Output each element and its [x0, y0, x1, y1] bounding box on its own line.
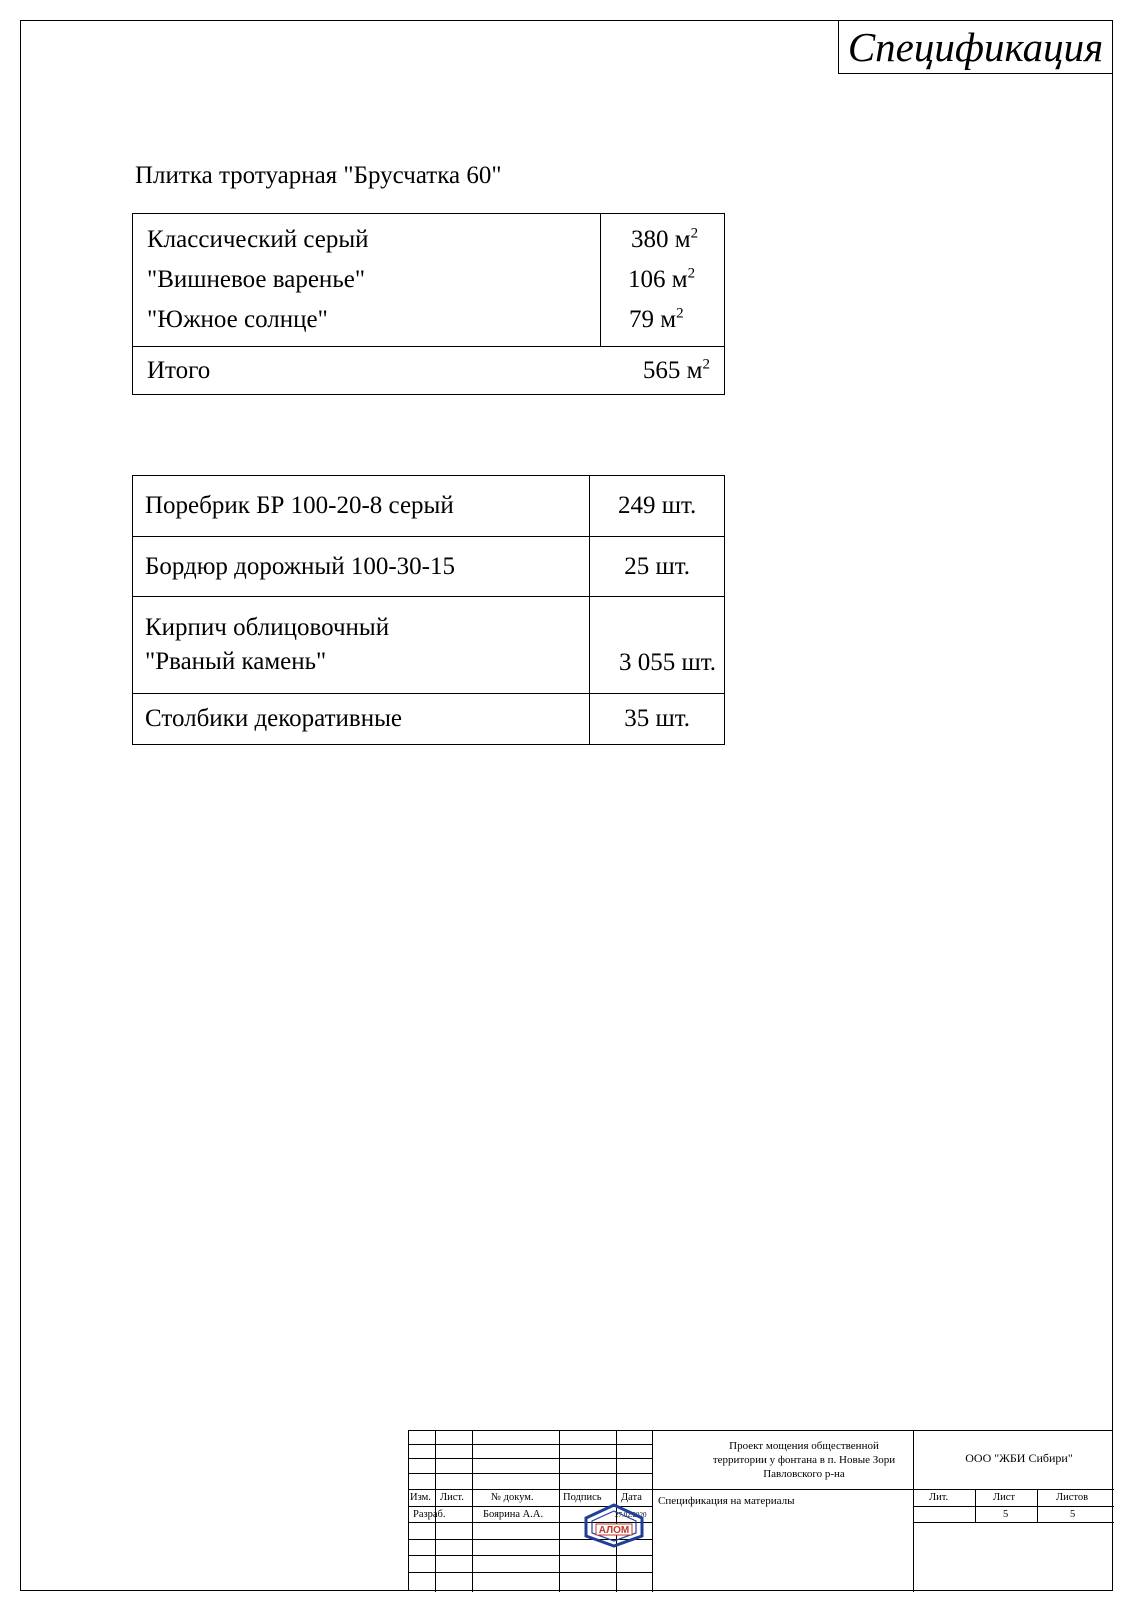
material-name-line: "Рваный камень"	[145, 648, 327, 675]
tiles-heading: Плитка тротуарная "Брусчатка 60"	[135, 162, 502, 189]
materials-table	[132, 475, 725, 745]
lit-label: Лит.	[929, 1492, 949, 1503]
tile-item-name: "Южное солнце"	[147, 306, 328, 333]
tile-item-qty: 106 $м^2$	[628, 265, 696, 293]
organization: ООО "ЖБИ Сибири"	[965, 1451, 1073, 1465]
material-qty: 3 055 шт.	[590, 597, 725, 694]
project-title-line: территории у фонтана в п. Новые Зори	[712, 1454, 896, 1466]
developer-name: Бояринa А.А.	[483, 1509, 544, 1520]
project-title	[659, 1439, 949, 1481]
material-qty: 35 шт.	[590, 694, 725, 745]
header-date: Дата	[621, 1492, 642, 1503]
tile-item-qty: 380 $м^2$	[631, 225, 699, 253]
sheets-label: Листов	[1056, 1492, 1089, 1503]
material-qty: 249 шт.	[590, 476, 725, 537]
tiles-total-qty: 565 $м^2$	[601, 347, 725, 395]
project-title-line: Проект мощения общественной	[729, 1440, 879, 1452]
sheet-label: Лист	[993, 1492, 1015, 1503]
tiles-qty-cell	[601, 214, 725, 347]
material-qty: 25 шт.	[590, 537, 725, 597]
developed-date: 27.02.2020	[615, 1511, 647, 1519]
tile-item-qty: 79 $м^2$	[629, 305, 684, 333]
table-row	[133, 597, 725, 694]
tiles-table	[132, 213, 725, 395]
developed-label: Разраб.	[413, 1509, 446, 1520]
sheet-title: Спецификация на материалы	[658, 1495, 795, 1507]
material-name: Поребрик БР 100-20-8 серый	[133, 476, 590, 537]
material-name: Столбики декоративные	[133, 694, 590, 745]
tiles-total-label: Итого	[133, 347, 601, 395]
project-title-line: Павловского р-на	[763, 1468, 845, 1480]
table-row	[133, 537, 725, 597]
material-name-line: Кирпич облицовочный	[145, 614, 390, 641]
page-title: Спецификация	[838, 20, 1113, 74]
svg-text:АЛОМ: АЛОМ	[598, 1525, 630, 1536]
table-row	[133, 694, 725, 745]
table-row	[133, 476, 725, 537]
tile-item-name: "Вишневое варенье"	[147, 266, 366, 293]
material-name	[133, 597, 590, 694]
material-name: Бордюр дорожный 100-30-15	[133, 537, 590, 597]
sheets-total: 5	[1070, 1509, 1076, 1520]
header-izm: Изм.	[410, 1492, 431, 1503]
tiles-names-cell	[133, 214, 601, 347]
sheet-number: 5	[1003, 1509, 1009, 1520]
header-list: Лист.	[440, 1492, 464, 1503]
company-logo	[578, 1502, 650, 1548]
header-sign: Подпись	[563, 1492, 602, 1503]
header-doc: № докум.	[491, 1492, 534, 1503]
title-block	[408, 1430, 1113, 1591]
tile-item-name: Классический серый	[147, 226, 369, 253]
